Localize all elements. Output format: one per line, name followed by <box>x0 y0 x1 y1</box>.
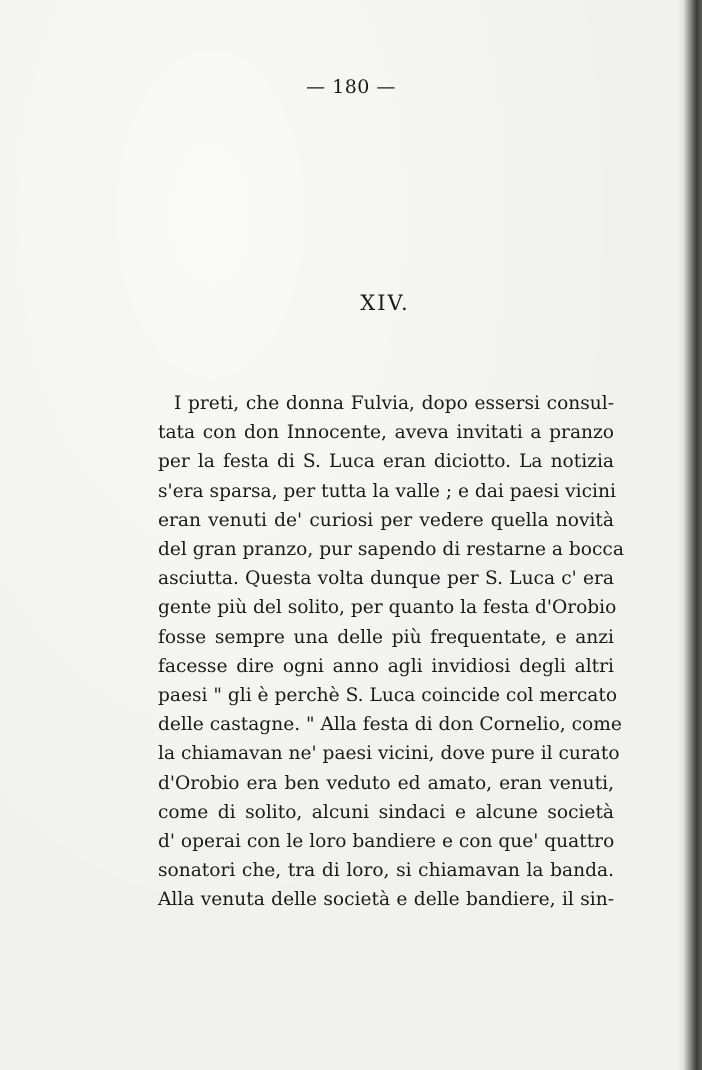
text-line: gente più del solito, per quanto la festa d'Orobio <box>158 597 617 619</box>
page-number: — 180 — <box>306 76 396 98</box>
text-line: asciutta. Questa volta dunque per S. Luca c' era <box>158 568 614 590</box>
text-line: facesse dire ogni anno agli invidiosi degli altri <box>158 655 614 677</box>
text-line: la chiamavan ne' paesi vicini, dove pure il curato <box>158 743 620 765</box>
text-line: delle castagne. " Alla festa di don Cornelio, come <box>158 714 622 736</box>
text-line: s'era sparsa, per tutta la valle ; e dai paesi vicini <box>158 480 616 502</box>
text-line: Alla venuta delle società e delle bandiere, il sin- <box>158 889 614 911</box>
text-line: per la festa di S. Luca eran diciotto. La notizia <box>158 451 614 473</box>
text-line: eran venuti de' curiosi per vedere quella novità <box>158 509 614 531</box>
text-line: I preti, che donna Fulvia, dopo essersi consul- <box>174 393 614 414</box>
body-paragraph <box>158 389 624 915</box>
page-edge <box>684 0 702 1070</box>
text-line: come di solito, alcuni sindaci e alcune società <box>158 801 614 823</box>
text-line: tata con don Innocente, aveva invitati a pranzo <box>158 422 614 444</box>
chapter-heading: XIV. <box>360 291 410 315</box>
text-line: fosse sempre una delle più frequentate, e anzi <box>158 626 614 648</box>
text-line: paesi " gli è perchè S. Luca coincide col mercato <box>158 685 618 707</box>
text-line: d'Orobio era ben veduto ed amato, eran venuti, <box>158 772 614 794</box>
text-line: del gran pranzo, pur sapendo di restarne a bocca <box>158 539 624 561</box>
text-line: sonatori che, tra di loro, si chiamavan la banda. <box>158 860 614 882</box>
text-line: d' operai con le loro bandiere e con que' quattro <box>158 831 615 853</box>
